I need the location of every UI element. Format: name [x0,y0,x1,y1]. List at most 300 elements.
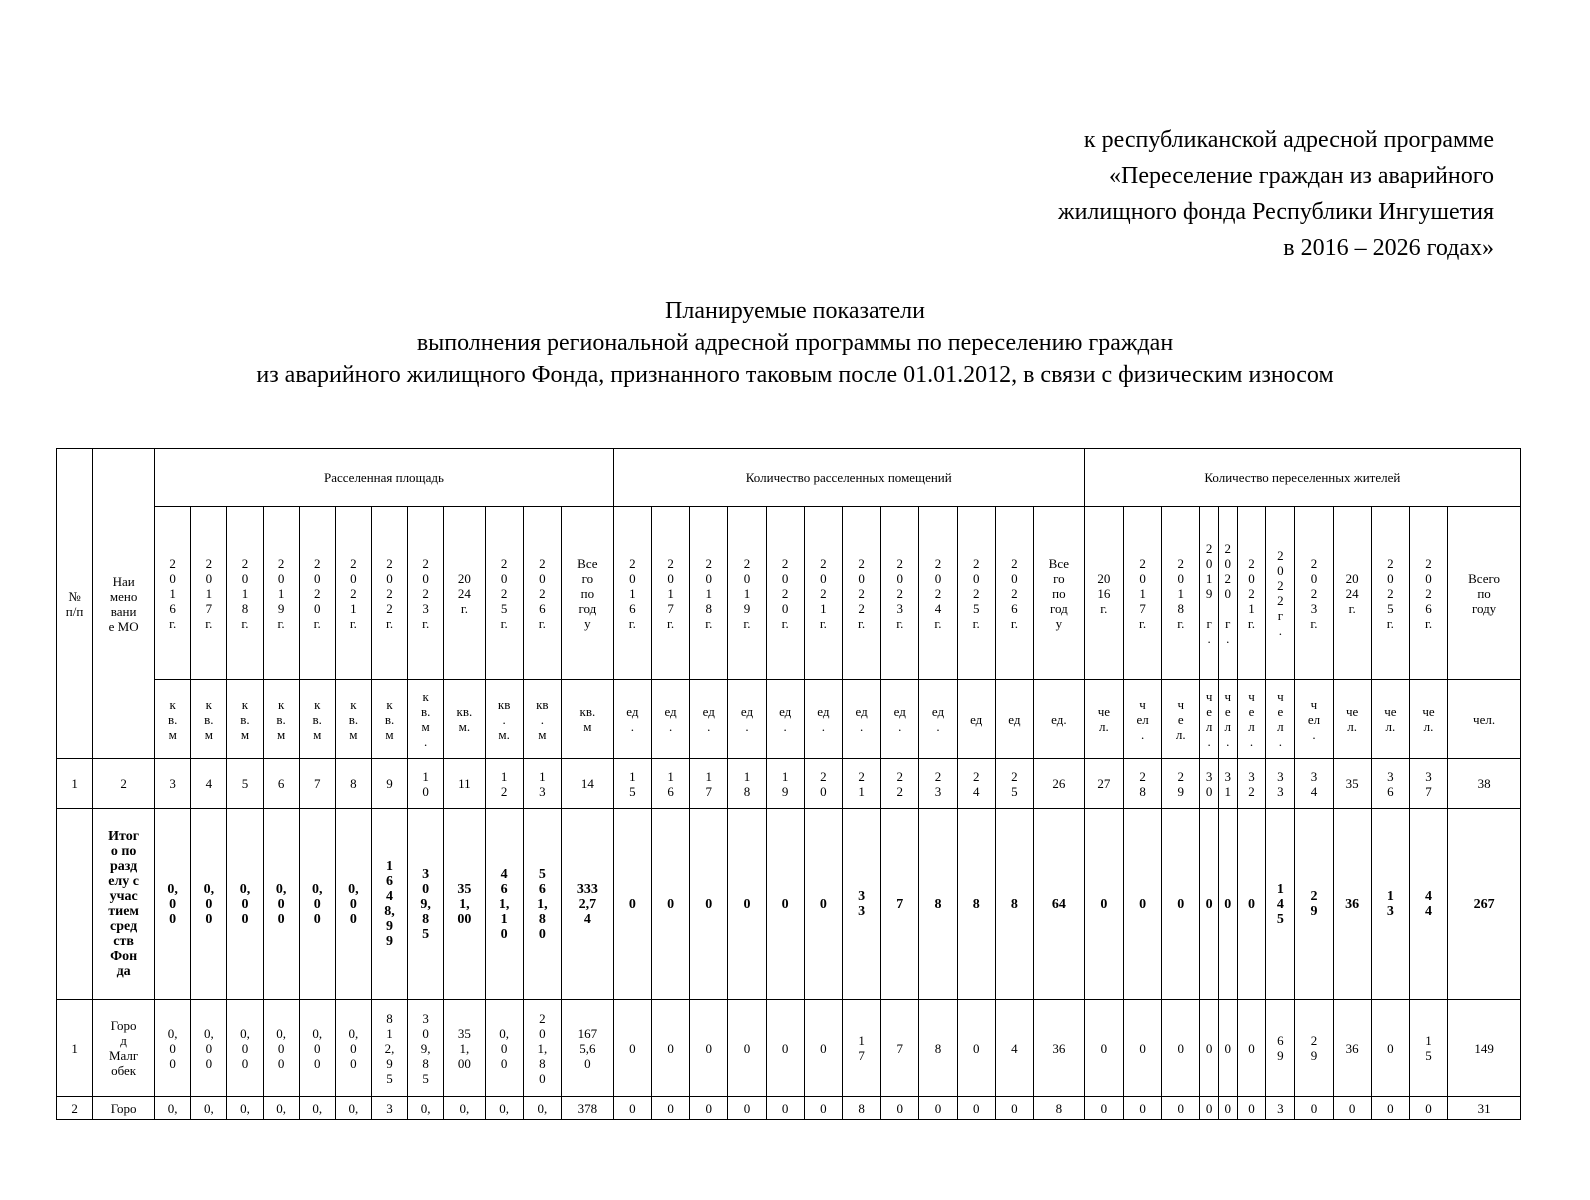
data-cell [728,1000,766,1097]
total-cell [227,809,263,1000]
data-cell-text: 3 [1277,1100,1284,1116]
year-header-area [155,507,191,680]
total-cell-text: 333 2,7 4 [576,881,598,927]
unit-header-people-text: че л. [1422,704,1435,734]
unit-header-rooms-text: ед . [702,704,715,734]
unit-header-people-text: ч ел . [1136,696,1149,742]
data-cell-text: 0, 0 0 [240,1025,250,1071]
data-cell-text: 6 9 [1277,1033,1284,1063]
unit-header-area-text: кв. м [579,704,596,734]
total-cell [957,809,995,1000]
data-cell [995,1000,1033,1097]
unit-header-rooms [728,680,766,759]
column-number-cell-text: 3 2 [1248,768,1255,799]
column-number-cell [1371,759,1409,809]
data-cell [613,1000,651,1097]
data-cell [1266,1097,1295,1120]
data-cell-text: 0 [1387,1040,1394,1056]
unit-header-area-text: к в. м . [420,689,431,749]
year-header-area-text: Все го по год у [577,555,598,631]
data-cell [227,1097,263,1120]
column-number-cell-text: 2 9 [1177,768,1185,799]
data-cell [651,1000,689,1097]
year-header-people-text: 2 0 1 8 г. [1177,555,1185,631]
column-number-cell [227,759,263,809]
total-cell-text: 5 6 1, 8 0 [537,866,548,942]
unit-header-rooms [690,680,728,759]
column-number-cell [804,759,842,809]
data-cell-text: 0 [1387,1100,1394,1116]
column-number-cell-text: 2 3 [934,768,942,799]
data-cell-text: 0 [1139,1040,1146,1056]
column-number-cell-text: 27 [1097,776,1111,791]
appendix-reference [1058,122,1494,266]
total-cell [191,809,227,1000]
year-header-rooms [842,507,880,680]
total-cell [1371,809,1409,1000]
data-cell [371,1000,407,1097]
year-header-area-text: 2 0 2 1 г. [349,555,357,631]
unit-header-area-text: к в. м [348,696,359,742]
year-header-people-text: 2 0 2 0 г . [1224,540,1231,646]
data-cell-text: 0 [896,1100,904,1116]
unit-header-rooms [766,680,804,759]
column-number-cell-text: 3 4 [1310,768,1318,799]
unit-header-rooms [995,680,1033,759]
data-cell-text: 0, [420,1100,431,1116]
data-cell-text: 0 [705,1040,713,1056]
data-cell-text: 2 [71,1100,78,1116]
data-cell [523,1097,561,1120]
unit-header-area-text: кв . м [536,696,549,742]
unit-header-people [1371,680,1409,759]
data-cell [263,1097,299,1120]
data-cell-text: 0 [1100,1040,1108,1056]
unit-header-people [1162,680,1200,759]
data-cell [1448,1000,1521,1097]
column-number-cell [728,759,766,809]
total-cell [1237,809,1266,1000]
total-cell [842,809,880,1000]
year-header-people-text: 2 0 1 9 г . [1205,540,1213,646]
column-number-cell-text: 2 1 [858,768,865,799]
data-cell-text: 0, [276,1100,286,1116]
data-cell [1084,1000,1123,1097]
data-cell [485,1000,523,1097]
data-cell [1295,1000,1333,1097]
year-header-people [1266,507,1295,680]
column-number-cell-text: 14 [580,776,594,791]
title-line: из аварийного жилищного Фонда, признанного таковым после 01.01.2012, в связи с физическим износом [256,362,1334,388]
data-cell [191,1097,227,1120]
data-cell-text: 0 [1177,1040,1185,1056]
year-header-people-text: 2 0 2 5 г. [1386,555,1394,631]
data-cell [1162,1000,1200,1097]
data-cell-text: 31 [1477,1100,1491,1116]
data-cell-text: 7 [896,1040,904,1056]
data-cell-text: Горо д Малг обек [108,1018,139,1078]
total-cell [1200,809,1219,1000]
table-row [57,1097,1521,1120]
total-cell [485,809,523,1000]
total-cell [1162,809,1200,1000]
data-cell [919,1097,957,1120]
column-number-cell [371,759,407,809]
data-cell-text: 149 [1474,1040,1494,1056]
column-number-cell [1218,759,1237,809]
year-header-people [1200,507,1219,680]
data-cell-text: 0 [743,1100,751,1116]
unit-header-area-text: к в. м [312,696,322,742]
year-header-area-text: 2 0 1 9 г. [277,555,285,631]
unit-header-people-text: ч е л . [1277,689,1284,749]
year-header-people [1333,507,1371,680]
unit-header-area [371,680,407,759]
data-cell-text: 8 [858,1100,865,1116]
column-number-cell [263,759,299,809]
data-cell-text: 0 [667,1040,674,1056]
data-cell [523,1000,561,1097]
data-cell-text: 0, 0 0 [203,1025,214,1071]
unit-header-rooms [957,680,995,759]
unit-header-rooms-text: ед . [893,704,906,734]
year-header-area [561,507,613,680]
total-cell-text: 4 6 1, 1 0 [498,866,510,942]
year-header-rooms-text: 2 0 2 5 г. [972,555,980,631]
data-cell [485,1097,523,1120]
header-number-text: № п/п [65,588,84,619]
data-cell-text: 1 5 [1425,1033,1432,1063]
data-cell-text: 0, 0 0 [348,1025,359,1071]
column-number-cell [651,759,689,809]
column-number-cell [881,759,919,809]
data-cell [299,1000,335,1097]
total-cell-text: 0 [1139,896,1147,912]
year-header-rooms [804,507,842,680]
data-cell-text: 167 5,6 0 [577,1025,598,1071]
total-cell [881,809,919,1000]
data-cell-text: 36 [1052,1040,1066,1056]
column-number-cell [485,759,523,809]
total-cell-text: 0, 0 0 [203,881,215,927]
data-cell-text: 0 [1011,1100,1018,1116]
unit-header-rooms-text: ед [970,711,983,727]
total-cell-text: 8 [972,896,980,912]
unit-header-rooms-text: ед. [1051,711,1067,727]
data-cell [1333,1000,1371,1097]
unit-header-people [1200,680,1219,759]
total-cell-text: 267 [1473,896,1495,912]
data-cell [1200,1000,1219,1097]
year-header-rooms [957,507,995,680]
total-cell-text: 0 [819,896,827,912]
data-cell-text: 0 [1100,1100,1108,1116]
data-cell [690,1000,728,1097]
data-cell-text: 0 [820,1040,827,1056]
year-header-rooms-text: 2 0 1 8 г. [705,555,713,631]
data-cell-text: 0 [667,1100,674,1116]
column-number-cell [1266,759,1295,809]
data-cell [93,1097,155,1120]
unit-header-area-text: к в. м [276,696,286,742]
unit-header-people-text: ч ел . [1307,696,1321,742]
data-cell [957,1000,995,1097]
total-cell [804,809,842,1000]
data-cell [561,1097,613,1120]
column-number-cell [1084,759,1123,809]
total-cell-text: 1 6 4 8, 9 9 [384,859,395,949]
data-cell [766,1097,804,1120]
total-cell-text: 0 [705,896,713,912]
year-header-rooms [995,507,1033,680]
data-cell-text: 35 1, 00 [457,1025,471,1071]
data-cell-text: 0 [1348,1100,1356,1116]
unit-header-rooms [651,680,689,759]
total-cell-text: 0, 0 0 [275,881,287,927]
unit-header-area [444,680,485,759]
total-cell [728,809,766,1000]
unit-header-area [408,680,444,759]
column-number-cell-text: 1 9 [781,768,789,799]
data-cell [1200,1097,1219,1120]
year-header-rooms-text: 2 0 2 2 г. [858,555,866,631]
column-number-cell-text: 2 8 [1139,768,1146,799]
unit-header-area-text: к в. м [167,696,178,742]
year-header-people [1371,507,1409,680]
year-header-area [485,507,523,680]
unit-header-area [191,680,227,759]
unit-header-area-text: к в. м [384,696,395,742]
total-cell [523,809,561,1000]
year-header-people-text: 2 0 2 6 г. [1424,555,1433,631]
data-cell [1266,1000,1295,1097]
data-cell-text: 0 [705,1100,713,1116]
unit-header-area [299,680,335,759]
year-header-rooms [613,507,651,680]
column-number-row [57,759,1521,809]
data-cell [1034,1097,1085,1120]
total-cell [995,809,1033,1000]
header-municipality [93,449,155,759]
total-cell-text: 8 [934,896,942,912]
column-number-cell [1034,759,1085,809]
unit-header-people-text: чел. [1473,711,1496,727]
unit-header-rooms-text: ед . [817,704,830,734]
total-cell [263,809,299,1000]
year-header-rooms [881,507,919,680]
total-cell-text: 0 [1177,896,1185,912]
data-cell-text: 0, [203,1100,214,1116]
unit-header-rooms-text: ед . [779,704,792,734]
column-number-cell-text: 6 [277,776,285,791]
indicators-table [56,448,1521,1120]
column-number-cell [690,759,728,809]
column-number-cell-text: 3 1 [1224,768,1231,799]
column-number-cell-text: 1 5 [629,768,636,799]
unit-header-area [227,680,263,759]
year-header-area [191,507,227,680]
unit-header-rooms [881,680,919,759]
year-header-area-text: 2 0 2 6 г. [538,555,546,631]
data-cell [1237,1097,1266,1120]
data-cell-text: 0 [1224,1040,1231,1056]
data-cell [93,1000,155,1097]
unit-header-area-text: к в. м [204,696,214,742]
column-number-cell-text: 3 [169,776,176,791]
data-cell [1237,1000,1266,1097]
unit-header-people-text: че л. [1097,704,1110,734]
unit-header-rooms-text: ед . [931,704,945,734]
column-number-cell [561,759,613,809]
unit-header-people [1237,680,1266,759]
data-cell-text: 0, 0 0 [276,1025,286,1071]
column-number-cell-text: 1 [71,776,78,791]
column-number-cell-text: 38 [1477,776,1491,791]
data-cell-text: 0 [781,1100,789,1116]
column-number-cell [335,759,371,809]
unit-header-people-text: ч е л . [1248,689,1255,749]
data-cell-text: 8 [934,1040,942,1056]
year-header-people-text: 2 0 2 1 г. [1247,555,1256,631]
data-cell [881,1000,919,1097]
year-header-rooms [651,507,689,680]
data-cell-text: 1 7 [858,1033,865,1063]
total-cell-text: 36 [1345,896,1360,912]
column-number-cell [444,759,485,809]
column-number-cell-text: 1 2 [500,768,508,799]
data-cell-text: 3 0 9, 8 5 [420,1010,431,1086]
total-cell-text: Итог о по разд елу с учас тием сред ств Фон да [108,829,140,979]
total-cell-text: 3 3 [858,889,866,919]
data-cell [1371,1097,1409,1120]
data-cell [1371,1000,1409,1097]
total-cell-text: 0 [628,896,636,912]
header-group-people [1084,449,1520,507]
header-group-people-text: Количество переселенных жителей [1204,470,1401,485]
data-cell [444,1097,485,1120]
unit-header-people [1295,680,1333,759]
column-number-cell [1333,759,1371,809]
data-cell-text: 0, [167,1100,178,1116]
data-cell-text: 0 [743,1040,751,1056]
column-number-cell [957,759,995,809]
unit-header-area [263,680,299,759]
column-number-cell-text: 26 [1052,776,1066,791]
year-header-people [1295,507,1333,680]
total-cell [335,809,371,1000]
unit-header-people [1333,680,1371,759]
unit-header-area [335,680,371,759]
total-cell-text: 0, 0 0 [348,881,359,927]
column-number-cell-text: 35 [1345,776,1359,791]
data-cell [155,1000,191,1097]
unit-header-rooms-text: ед . [664,704,677,734]
year-header-people [1409,507,1447,680]
data-cell [842,1097,880,1120]
total-cell [371,809,407,1000]
data-cell-text: 2 0 1, 8 0 [537,1010,548,1086]
document-title [0,295,1590,391]
data-cell [299,1097,335,1120]
year-header-area [371,507,407,680]
data-cell [995,1097,1033,1120]
year-header-rooms [919,507,957,680]
column-number-cell-text: 9 [386,776,393,791]
year-header-rooms-text: 2 0 1 9 г. [743,555,751,631]
column-number-cell-text: 3 0 [1205,768,1213,799]
appendix-line: «Переселение граждан из аварийного [1108,163,1494,189]
year-header-people [1218,507,1237,680]
column-number-cell [613,759,651,809]
unit-header-people-text: че л. [1384,704,1397,734]
year-header-area [408,507,444,680]
column-number-cell [155,759,191,809]
total-cell [1123,809,1161,1000]
data-cell-text: 0, [348,1100,359,1116]
unit-header-people-text: ч е л . [1224,689,1232,749]
unit-header-rooms-text: ед . [855,704,868,734]
data-cell [335,1097,371,1120]
data-cell [1162,1097,1200,1120]
data-cell [1409,1000,1447,1097]
total-cell-text: 0 [1247,896,1255,912]
data-cell [57,1097,93,1120]
unit-header-area-text: кв. м. [456,704,473,734]
total-cell-text: 64 [1051,896,1066,912]
data-cell [881,1097,919,1120]
total-cell-text: 0, 0 0 [311,881,323,927]
data-cell-text: 0 [820,1100,827,1116]
column-number-cell-text: 1 7 [705,768,713,799]
column-number-cell [93,759,155,809]
column-number-cell [995,759,1033,809]
total-cell-text: 0 [667,896,675,912]
unit-header-rooms [919,680,957,759]
data-cell-text: 0, [459,1100,470,1116]
total-cell [57,809,93,1000]
data-cell-text: 0 [934,1100,942,1116]
column-number-cell [408,759,444,809]
total-cell [1266,809,1295,1000]
total-cell-text: 0, 0 0 [167,881,178,927]
column-number-cell-text: 1 3 [539,768,546,799]
data-cell-text: 0, 0 0 [167,1025,178,1071]
data-cell [728,1097,766,1120]
data-cell-text: 3 [386,1100,393,1116]
total-cell-text: 1 3 [1386,889,1394,919]
total-cell [1448,809,1521,1000]
unit-header-area [155,680,191,759]
data-cell-text: 0, [240,1100,250,1116]
column-number-cell-text: 2 [120,776,127,791]
year-header-area [299,507,335,680]
data-cell [1034,1000,1085,1097]
data-cell-text: 0 [1248,1100,1255,1116]
total-cell-text: 35 1, 00 [457,881,472,927]
column-number-cell-text: 8 [350,776,357,791]
data-cell-text: 0 [972,1040,980,1056]
data-cell-text: 1 [71,1040,78,1056]
data-cell-text: 0 [629,1100,636,1116]
data-cell-text: 0 [1248,1040,1255,1056]
unit-header-rooms-text: ед [1008,711,1021,727]
data-cell [1333,1097,1371,1120]
total-cell-text: 0 [743,896,751,912]
column-number-cell [1200,759,1219,809]
column-number-cell [766,759,804,809]
data-cell [335,1000,371,1097]
year-header-people-text: 2 0 1 7 г. [1139,555,1147,631]
